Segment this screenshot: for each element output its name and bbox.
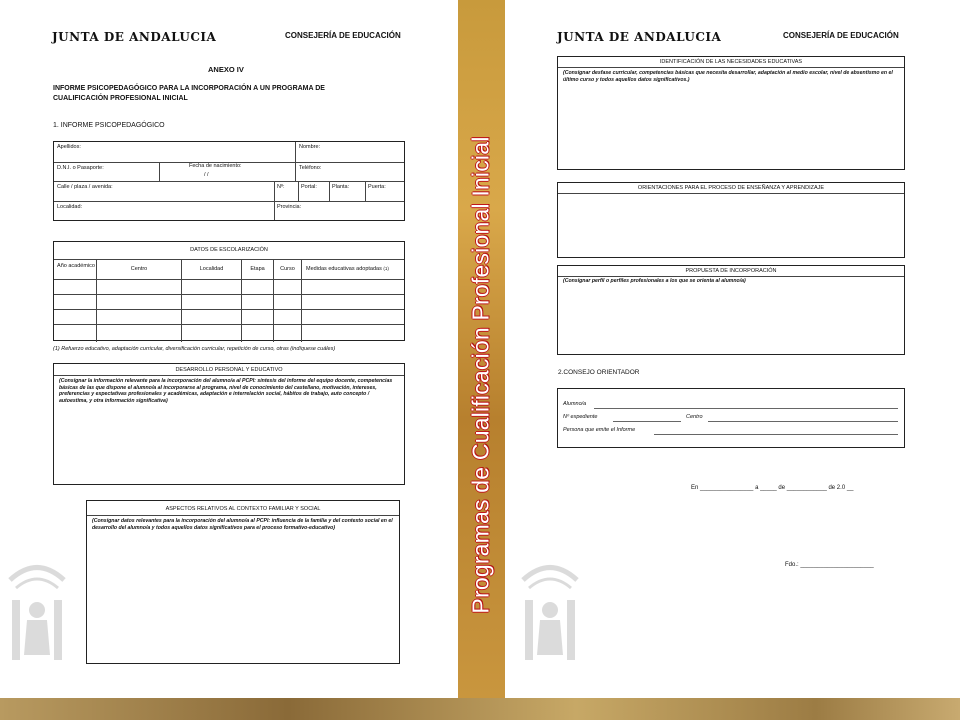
orientaciones-title: ORIENTACIONES PARA EL PROCESO DE ENSEÑANZA Y APRENDIZAJE	[637, 185, 825, 191]
provincia-label: Provincia:	[277, 204, 302, 210]
form-title-line2: CUALIFICACIÓN PROFESIONAL INICIAL	[53, 95, 188, 102]
calle-label: Calle / plaza / avenida:	[57, 184, 113, 190]
portal-label: Portal:	[301, 184, 317, 190]
consejeria-label: CONSEJERÍA DE EDUCACIÓN	[783, 31, 899, 40]
col-medidas: Medidas educativas adoptadas (1)	[306, 266, 389, 272]
junta-andalucia-logo: JUNTA DE ANDALUCIA	[557, 30, 722, 44]
orientaciones-box	[557, 182, 905, 258]
consejo-expediente-label: Nº expediente	[563, 414, 598, 420]
form-page-right	[505, 0, 960, 698]
contexto-box	[86, 500, 400, 664]
andalucia-emblem-icon	[2, 560, 72, 670]
necesidades-instructions: (Consignar desfase curricular, competencias básicas que necesita desarrollar, adaptación al medio escolar, nivel de absentismo en el último curso y todos aquellos datos significativos.)	[563, 70, 893, 83]
consejo-persona-label: Persona que emite el Informe	[563, 427, 636, 433]
necesidades-box	[557, 56, 905, 170]
desarrollo-instructions: (Consignar la información relevante para la incorporación del alumno/a al PCPI: síntesis del informe del equipo docente, competencias básicas de las que dispone el alumno/a al incorporarse al programa, nivel de conocimiento del castellano, motivación, intereses, preferencias y expectativas profesionales y académicas, adaptación e interrelación social, hábitos de trabajo, auto concepto / autoestima, y otra información significativa)	[59, 378, 393, 404]
nombre-label: Nombre:	[299, 144, 321, 150]
consejeria-label: CONSEJERÍA DE EDUCACIÓN	[285, 31, 401, 40]
col-curso: Curso	[280, 266, 295, 272]
propuesta-box	[557, 265, 905, 355]
fecha-separators: / /	[204, 172, 209, 178]
col-centro: Centro	[130, 266, 148, 272]
firma-line: Fdo.: ______________________	[785, 562, 874, 568]
vertical-program-title: Programas de Cualificación Profesional Inicial	[467, 136, 494, 614]
puerta-label: Puerta:	[368, 184, 386, 190]
localidad-label: Localidad:	[57, 204, 83, 210]
dni-label: D.N.I. o Pasaporte:	[57, 165, 104, 171]
consejo-alumno-label: Alumno/a	[563, 401, 587, 407]
contexto-title: ASPECTOS RELATIVOS AL CONTEXTO FAMILIAR Y SOCIAL	[165, 506, 321, 512]
col-localidad: Localidad	[199, 266, 224, 272]
escolarizacion-footnote: (1) Refuerzo educativo, adaptación curricular, diversificación curricular, repetición de curso, otras (indíquese cuáles)	[53, 346, 336, 352]
telefono-label: Teléfono:	[299, 165, 322, 171]
junta-andalucia-logo: JUNTA DE ANDALUCIA	[52, 30, 217, 44]
contexto-instructions: (Consignar datos relevantes para la incorporación del alumno/a al PCPI: influencia de la familia y del contexto social en el desarrollo del alumno/a y todos aquellos datos significativos para el proceso formativo-educativo)	[92, 518, 393, 531]
andalucia-emblem-icon	[515, 560, 585, 670]
propuesta-title: PROPUESTA DE INCORPORACIÓN	[685, 268, 777, 274]
section-1-heading: 1. INFORME PSICOPEDAGÓGICO	[53, 122, 165, 129]
form-page-left	[0, 0, 458, 698]
fecha-nacimiento-label: Fecha de nacimiento:	[189, 163, 242, 169]
col-etapa: Etapa	[250, 266, 265, 272]
escolarizacion-table	[53, 241, 405, 341]
fecha-lugar-line: En ________________ a _____ de ____________ de 2.0 __	[691, 485, 854, 491]
desarrollo-title: DESARROLLO PERSONAL Y EDUCATIVO	[175, 367, 283, 373]
escolarizacion-title: DATOS DE ESCOLARIZACIÓN	[190, 247, 268, 253]
form-title-line1: INFORME PSICOPEDAGÓGICO PARA LA INCORPORACIÓN A UN PROGRAMA DE	[53, 85, 325, 92]
planta-label: Planta:	[332, 184, 350, 190]
apellidos-label: Apellidos:	[57, 144, 81, 150]
propuesta-instructions: (Consignar perfil o perfiles profesionales a los que se orienta al alumno/a)	[563, 278, 746, 284]
numero-label: Nº:	[277, 184, 285, 190]
desarrollo-box	[53, 363, 405, 485]
consejo-box	[557, 388, 905, 448]
personal-data-table	[53, 141, 405, 221]
necesidades-title: IDENTIFICACIÓN DE LAS NECESIDADES EDUCATIVAS	[659, 59, 803, 65]
anexo-label: ANEXO IV	[208, 65, 244, 74]
section-2-heading: 2.CONSEJO ORIENTADOR	[558, 369, 640, 376]
col-ano-academico: Año académico	[57, 263, 95, 269]
consejo-centro-label: Centro	[686, 414, 703, 420]
